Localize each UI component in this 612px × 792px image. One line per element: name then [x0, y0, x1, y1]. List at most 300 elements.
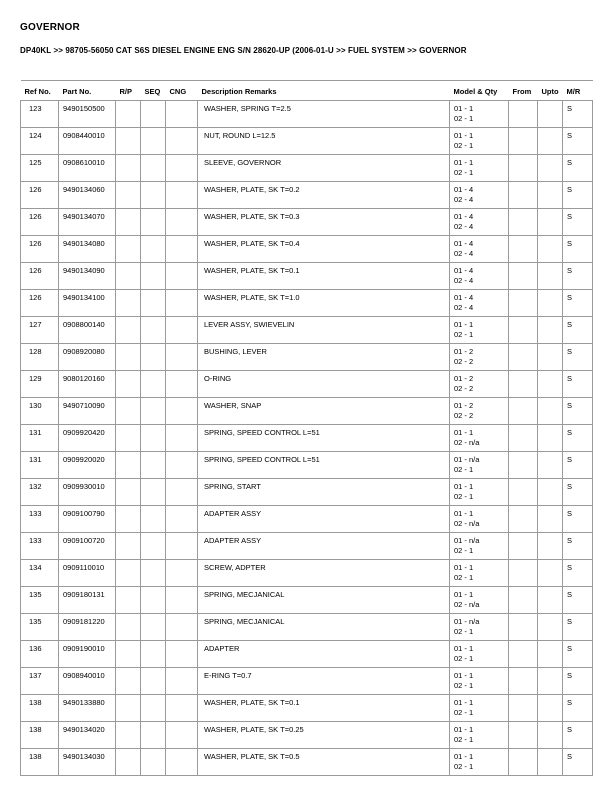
- model-qty-line-2: 02 - 1: [454, 735, 474, 744]
- model-qty-line-1: 01 - 4: [454, 212, 474, 221]
- seq-cell: [141, 533, 166, 560]
- description-cell: SLEEVE, GOVERNOR: [198, 155, 450, 182]
- from-cell: [509, 290, 538, 317]
- model-qty-line-2: 02 - 4: [454, 249, 474, 258]
- table-row: [21, 479, 593, 506]
- description-cell: NUT, ROUND L=12.5: [198, 128, 450, 155]
- ref-no-cell: 126: [21, 209, 59, 236]
- description-cell: ADAPTER: [198, 641, 450, 668]
- model-qty-cell: [450, 533, 509, 560]
- ref-no-cell: 126: [21, 263, 59, 290]
- part-no-cell: 9490134020: [59, 722, 116, 749]
- seq-cell: [141, 425, 166, 452]
- ref-no-cell: 127: [21, 317, 59, 344]
- from-cell: [509, 506, 538, 533]
- rp-cell: [116, 155, 141, 182]
- part-no-cell: 0909110010: [59, 560, 116, 587]
- ref-no-cell: 126: [21, 290, 59, 317]
- seq-cell: [141, 560, 166, 587]
- ref-no-cell: 126: [21, 182, 59, 209]
- model-qty-cell: [450, 587, 509, 614]
- rp-cell: [116, 614, 141, 641]
- upto-cell: [538, 371, 563, 398]
- from-cell: [509, 614, 538, 641]
- upto-cell: [538, 290, 563, 317]
- ref-no-cell: 136: [21, 641, 59, 668]
- cng-cell: [166, 614, 198, 641]
- ref-no-cell: 135: [21, 614, 59, 641]
- ref-no-cell: 133: [21, 506, 59, 533]
- cng-cell: [166, 263, 198, 290]
- rp-cell: [116, 506, 141, 533]
- mr-cell: S: [563, 506, 593, 533]
- seq-cell: [141, 398, 166, 425]
- header-rp: R/P: [119, 87, 133, 96]
- model-qty-line-1: 01 - 1: [454, 671, 474, 680]
- from-cell: [509, 452, 538, 479]
- mr-cell: S: [563, 587, 593, 614]
- model-qty-line-2: 02 - 4: [454, 195, 474, 204]
- rp-cell: [116, 695, 141, 722]
- mr-cell: S: [563, 209, 593, 236]
- model-qty-cell: [450, 344, 509, 371]
- table-row: [21, 668, 593, 695]
- page-title: GOVERNOR: [20, 22, 80, 33]
- model-qty-cell: [450, 317, 509, 344]
- model-qty-line-2: 02 - n/a: [454, 438, 480, 447]
- model-qty-line-2: 02 - 1: [454, 708, 474, 717]
- mr-cell: S: [563, 641, 593, 668]
- cng-cell: [166, 722, 198, 749]
- mr-cell: S: [563, 479, 593, 506]
- upto-cell: [538, 263, 563, 290]
- upto-cell: [538, 560, 563, 587]
- model-qty-line-2: 02 - 1: [454, 573, 474, 582]
- model-qty-line-1: 01 - 1: [454, 158, 474, 167]
- model-qty-line-2: 02 - 1: [454, 492, 474, 501]
- mr-cell: S: [563, 290, 593, 317]
- mr-cell: S: [563, 155, 593, 182]
- table-row: [21, 560, 593, 587]
- cng-cell: [166, 749, 198, 776]
- upto-cell: [538, 668, 563, 695]
- ref-no-cell: 134: [21, 560, 59, 587]
- mr-cell: S: [563, 749, 593, 776]
- model-qty-line-2: 02 - n/a: [454, 519, 480, 528]
- from-cell: [509, 587, 538, 614]
- seq-cell: [141, 479, 166, 506]
- rp-cell: [116, 479, 141, 506]
- ref-no-cell: 138: [21, 722, 59, 749]
- seq-cell: [141, 695, 166, 722]
- rp-cell: [116, 344, 141, 371]
- part-no-cell: 0909190010: [59, 641, 116, 668]
- table-row: [21, 128, 593, 155]
- parts-table: [20, 80, 593, 776]
- table-row: [21, 587, 593, 614]
- from-cell: [509, 236, 538, 263]
- part-no-cell: 9490134070: [59, 209, 116, 236]
- description-cell: WASHER, PLATE, SK T=0.1: [198, 695, 450, 722]
- model-qty-cell: [450, 641, 509, 668]
- model-qty-cell: [450, 452, 509, 479]
- model-qty-line-1: 01 - 1: [454, 563, 474, 572]
- ref-no-cell: 132: [21, 479, 59, 506]
- upto-cell: [538, 101, 563, 128]
- breadcrumb: DP40KL >> 98705-56050 CAT S6S DIESEL ENGINE ENG S/N 28620-UP (2006-01-U >> FUEL SYSTEM >> GOVERNOR: [20, 46, 467, 55]
- from-cell: [509, 398, 538, 425]
- part-no-cell: 0909930010: [59, 479, 116, 506]
- table-row: [21, 182, 593, 209]
- table-row: [21, 317, 593, 344]
- ref-no-cell: 129: [21, 371, 59, 398]
- table-row: [21, 722, 593, 749]
- description-cell: WASHER, PLATE, SK T=1.0: [198, 290, 450, 317]
- upto-cell: [538, 695, 563, 722]
- rp-cell: [116, 290, 141, 317]
- seq-cell: [141, 317, 166, 344]
- description-cell: WASHER, SNAP: [198, 398, 450, 425]
- model-qty-cell: [450, 668, 509, 695]
- cng-cell: [166, 128, 198, 155]
- header-seq: SEQ: [144, 87, 161, 96]
- rp-cell: [116, 236, 141, 263]
- model-qty-cell: [450, 506, 509, 533]
- model-qty-cell: [450, 425, 509, 452]
- model-qty-cell: [450, 398, 509, 425]
- model-qty-line-2: 02 - 2: [454, 411, 474, 420]
- mr-cell: S: [563, 236, 593, 263]
- part-no-cell: 0908920080: [59, 344, 116, 371]
- table-row: [21, 263, 593, 290]
- seq-cell: [141, 614, 166, 641]
- from-cell: [509, 344, 538, 371]
- part-no-cell: 0909100720: [59, 533, 116, 560]
- from-cell: [509, 317, 538, 344]
- model-qty-line-1: 01 - 2: [454, 374, 474, 383]
- table-row: [21, 209, 593, 236]
- model-qty-line-2: 02 - 1: [454, 141, 474, 150]
- model-qty-line-1: 01 - n/a: [454, 455, 480, 464]
- part-no-cell: 9490134060: [59, 182, 116, 209]
- upto-cell: [538, 209, 563, 236]
- header-mr: M/R: [566, 87, 581, 96]
- model-qty-line-1: 01 - 1: [454, 104, 474, 113]
- part-no-cell: 9490134090: [59, 263, 116, 290]
- seq-cell: [141, 668, 166, 695]
- model-qty-line-1: 01 - 4: [454, 185, 474, 194]
- upto-cell: [538, 587, 563, 614]
- description-cell: SPRING, SPEED CONTROL L=51: [198, 452, 450, 479]
- seq-cell: [141, 452, 166, 479]
- table-row: [21, 371, 593, 398]
- ref-no-cell: 131: [21, 452, 59, 479]
- description-cell: WASHER, PLATE, SK T=0.4: [198, 236, 450, 263]
- upto-cell: [538, 398, 563, 425]
- part-no-cell: 0908440010: [59, 128, 116, 155]
- description-cell: WASHER, PLATE, SK T=0.5: [198, 749, 450, 776]
- header-upto: Upto: [541, 87, 559, 96]
- description-cell: BUSHING, LEVER: [198, 344, 450, 371]
- mr-cell: S: [563, 263, 593, 290]
- cng-cell: [166, 641, 198, 668]
- mr-cell: S: [563, 452, 593, 479]
- model-qty-line-2: 02 - 2: [454, 384, 474, 393]
- from-cell: [509, 128, 538, 155]
- part-no-cell: 9490134030: [59, 749, 116, 776]
- upto-cell: [538, 452, 563, 479]
- seq-cell: [141, 722, 166, 749]
- model-qty-cell: [450, 695, 509, 722]
- mr-cell: S: [563, 614, 593, 641]
- rp-cell: [116, 641, 141, 668]
- model-qty-line-1: 01 - 1: [454, 644, 474, 653]
- model-qty-line-2: 02 - 1: [454, 168, 474, 177]
- cng-cell: [166, 317, 198, 344]
- part-no-cell: 9490134100: [59, 290, 116, 317]
- table-row: [21, 344, 593, 371]
- model-qty-cell: [450, 101, 509, 128]
- table-row: [21, 398, 593, 425]
- part-no-cell: 9490710090: [59, 398, 116, 425]
- upto-cell: [538, 479, 563, 506]
- cng-cell: [166, 344, 198, 371]
- model-qty-cell: [450, 263, 509, 290]
- description-cell: SPRING, MECJANICAL: [198, 587, 450, 614]
- model-qty-line-2: 02 - 1: [454, 762, 474, 771]
- rp-cell: [116, 452, 141, 479]
- table-row: [21, 290, 593, 317]
- mr-cell: S: [563, 317, 593, 344]
- part-no-cell: 0909100790: [59, 506, 116, 533]
- model-qty-line-1: 01 - 2: [454, 401, 474, 410]
- cng-cell: [166, 452, 198, 479]
- seq-cell: [141, 506, 166, 533]
- description-cell: ADAPTER ASSY: [198, 533, 450, 560]
- seq-cell: [141, 344, 166, 371]
- from-cell: [509, 182, 538, 209]
- table-row: [21, 425, 593, 452]
- model-qty-line-2: 02 - 1: [454, 546, 474, 555]
- rp-cell: [116, 560, 141, 587]
- ref-no-cell: 130: [21, 398, 59, 425]
- rp-cell: [116, 209, 141, 236]
- description-cell: WASHER, PLATE, SK T=0.25: [198, 722, 450, 749]
- mr-cell: S: [563, 344, 593, 371]
- mr-cell: S: [563, 722, 593, 749]
- model-qty-cell: [450, 236, 509, 263]
- cng-cell: [166, 695, 198, 722]
- table-row: [21, 452, 593, 479]
- seq-cell: [141, 155, 166, 182]
- from-cell: [509, 263, 538, 290]
- from-cell: [509, 371, 538, 398]
- model-qty-line-2: 02 - 1: [454, 654, 474, 663]
- model-qty-cell: [450, 128, 509, 155]
- upto-cell: [538, 506, 563, 533]
- rp-cell: [116, 263, 141, 290]
- header-cng: CNG: [169, 87, 187, 96]
- rp-cell: [116, 101, 141, 128]
- model-qty-cell: [450, 722, 509, 749]
- model-qty-line-1: 01 - 1: [454, 752, 474, 761]
- table-header-row: [21, 81, 593, 101]
- ref-no-cell: 133: [21, 533, 59, 560]
- description-cell: O-RING: [198, 371, 450, 398]
- part-no-cell: 9490150500: [59, 101, 116, 128]
- model-qty-line-1: 01 - 4: [454, 266, 474, 275]
- ref-no-cell: 138: [21, 695, 59, 722]
- model-qty-line-1: 01 - 1: [454, 320, 474, 329]
- cng-cell: [166, 587, 198, 614]
- cng-cell: [166, 533, 198, 560]
- cng-cell: [166, 560, 198, 587]
- cng-cell: [166, 479, 198, 506]
- from-cell: [509, 479, 538, 506]
- mr-cell: S: [563, 695, 593, 722]
- from-cell: [509, 425, 538, 452]
- model-qty-line-1: 01 - 4: [454, 239, 474, 248]
- upto-cell: [538, 614, 563, 641]
- seq-cell: [141, 587, 166, 614]
- seq-cell: [141, 209, 166, 236]
- table-row: [21, 155, 593, 182]
- model-qty-line-2: 02 - 1: [454, 681, 474, 690]
- model-qty-cell: [450, 749, 509, 776]
- mr-cell: S: [563, 101, 593, 128]
- seq-cell: [141, 236, 166, 263]
- ref-no-cell: 137: [21, 668, 59, 695]
- header-part-no: Part No.: [62, 87, 92, 96]
- mr-cell: S: [563, 371, 593, 398]
- part-no-cell: 9490134080: [59, 236, 116, 263]
- cng-cell: [166, 398, 198, 425]
- rp-cell: [116, 749, 141, 776]
- upto-cell: [538, 533, 563, 560]
- part-no-cell: 0908940010: [59, 668, 116, 695]
- model-qty-line-1: 01 - 1: [454, 698, 474, 707]
- ref-no-cell: 126: [21, 236, 59, 263]
- rp-cell: [116, 182, 141, 209]
- model-qty-cell: [450, 371, 509, 398]
- cng-cell: [166, 155, 198, 182]
- model-qty-line-2: 02 - 4: [454, 222, 474, 231]
- table-header: [21, 81, 593, 101]
- table-row: [21, 641, 593, 668]
- cng-cell: [166, 506, 198, 533]
- seq-cell: [141, 101, 166, 128]
- cng-cell: [166, 371, 198, 398]
- model-qty-cell: [450, 479, 509, 506]
- rp-cell: [116, 533, 141, 560]
- description-cell: WASHER, SPRING T=2.5: [198, 101, 450, 128]
- description-cell: LEVER ASSY, SWIEVELIN: [198, 317, 450, 344]
- model-qty-line-2: 02 - n/a: [454, 600, 480, 609]
- from-cell: [509, 722, 538, 749]
- rp-cell: [116, 425, 141, 452]
- from-cell: [509, 668, 538, 695]
- part-no-cell: 0909920020: [59, 452, 116, 479]
- from-cell: [509, 209, 538, 236]
- mr-cell: S: [563, 533, 593, 560]
- cng-cell: [166, 668, 198, 695]
- upto-cell: [538, 128, 563, 155]
- rp-cell: [116, 371, 141, 398]
- upto-cell: [538, 317, 563, 344]
- upto-cell: [538, 722, 563, 749]
- table-row: [21, 695, 593, 722]
- upto-cell: [538, 425, 563, 452]
- mr-cell: S: [563, 398, 593, 425]
- part-no-cell: 0909181220: [59, 614, 116, 641]
- model-qty-cell: [450, 182, 509, 209]
- model-qty-cell: [450, 290, 509, 317]
- rp-cell: [116, 668, 141, 695]
- model-qty-cell: [450, 560, 509, 587]
- table-row: [21, 236, 593, 263]
- model-qty-line-2: 02 - 1: [454, 330, 474, 339]
- from-cell: [509, 695, 538, 722]
- rp-cell: [116, 587, 141, 614]
- table-row: [21, 533, 593, 560]
- header-ref-no: Ref No.: [24, 87, 51, 96]
- rp-cell: [116, 128, 141, 155]
- mr-cell: S: [563, 182, 593, 209]
- mr-cell: S: [563, 560, 593, 587]
- model-qty-line-1: 01 - 1: [454, 725, 474, 734]
- model-qty-line-2: 02 - 2: [454, 357, 474, 366]
- model-qty-line-2: 02 - 1: [454, 114, 474, 123]
- cng-cell: [166, 425, 198, 452]
- from-cell: [509, 101, 538, 128]
- model-qty-line-1: 01 - 1: [454, 482, 474, 491]
- from-cell: [509, 749, 538, 776]
- part-no-cell: 0908610010: [59, 155, 116, 182]
- seq-cell: [141, 263, 166, 290]
- part-no-cell: 0909180131: [59, 587, 116, 614]
- cng-cell: [166, 182, 198, 209]
- mr-cell: S: [563, 668, 593, 695]
- from-cell: [509, 560, 538, 587]
- description-cell: SPRING, MECJANICAL: [198, 614, 450, 641]
- mr-cell: S: [563, 425, 593, 452]
- table-body: [21, 101, 593, 776]
- model-qty-cell: [450, 614, 509, 641]
- description-cell: E-RING T=0.7: [198, 668, 450, 695]
- model-qty-cell: [450, 155, 509, 182]
- rp-cell: [116, 317, 141, 344]
- part-no-cell: 0909920420: [59, 425, 116, 452]
- header-from: From: [512, 87, 532, 96]
- ref-no-cell: 125: [21, 155, 59, 182]
- model-qty-line-1: 01 - 1: [454, 590, 474, 599]
- description-cell: SCREW, ADPTER: [198, 560, 450, 587]
- part-no-cell: 9080120160: [59, 371, 116, 398]
- ref-no-cell: 131: [21, 425, 59, 452]
- part-no-cell: 0908800140: [59, 317, 116, 344]
- from-cell: [509, 533, 538, 560]
- description-cell: WASHER, PLATE, SK T=0.3: [198, 209, 450, 236]
- model-qty-line-2: 02 - 1: [454, 627, 474, 636]
- table-row: [21, 506, 593, 533]
- ref-no-cell: 135: [21, 587, 59, 614]
- model-qty-line-2: 02 - 4: [454, 303, 474, 312]
- ref-no-cell: 128: [21, 344, 59, 371]
- model-qty-line-1: 01 - 2: [454, 347, 474, 356]
- header-model-qty: Model & Qty: [453, 87, 498, 96]
- upto-cell: [538, 155, 563, 182]
- from-cell: [509, 641, 538, 668]
